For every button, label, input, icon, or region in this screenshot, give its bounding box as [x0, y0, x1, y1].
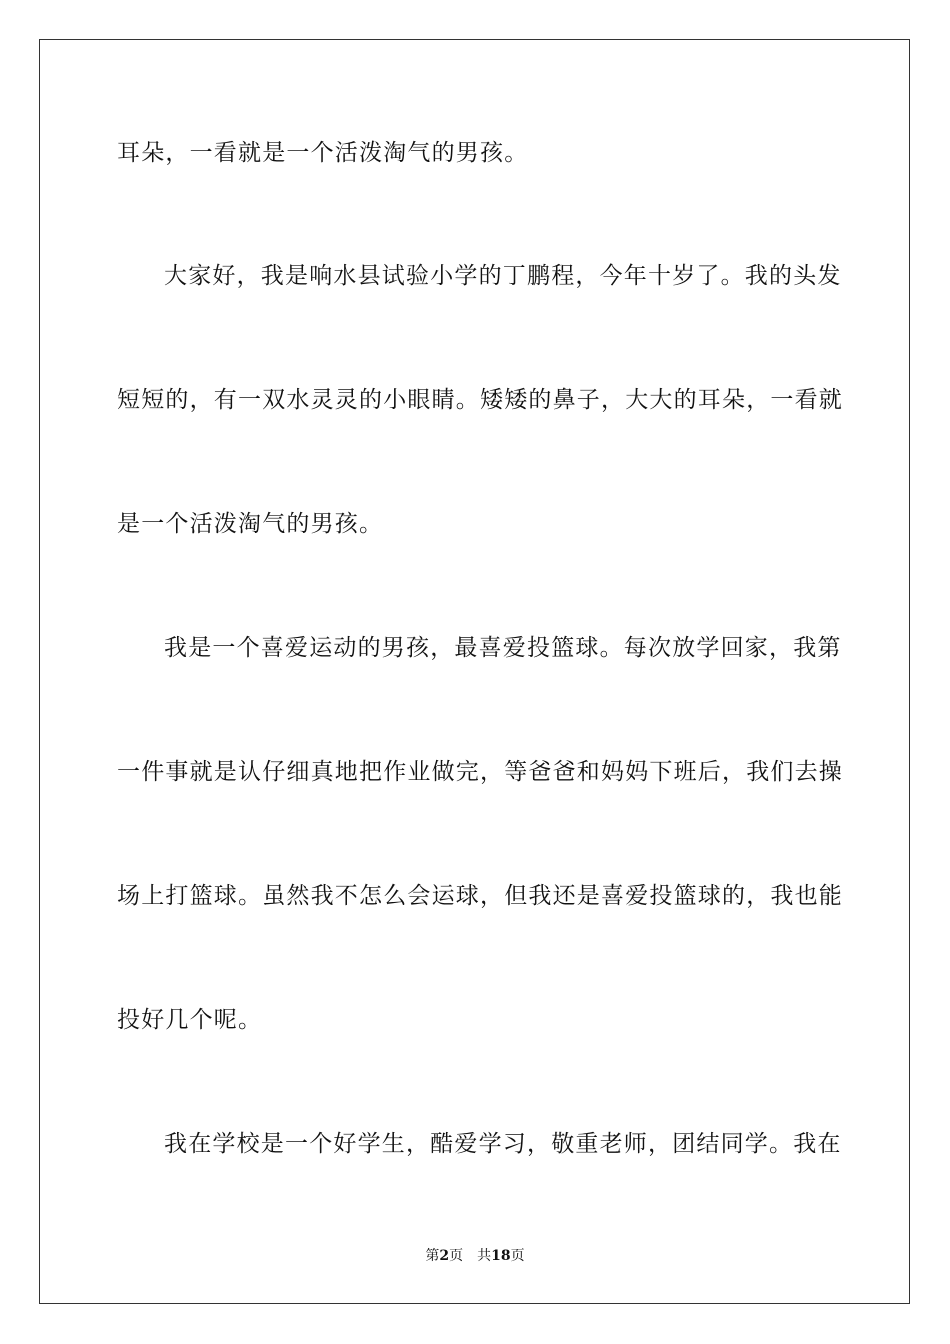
text-line-3: 短短的，有一双水灵灵的小眼睛。矮矮的鼻子，大大的耳朵，一看就	[117, 387, 843, 413]
page-footer	[0, 1247, 950, 1265]
text-line-5: 我是一个喜爱运动的男孩，最喜爱投篮球。每次放学回家，我第	[164, 635, 842, 661]
text-line-9: 我在学校是一个好学生，酷爱学习，敬重老师，团结同学。我在	[164, 1131, 842, 1157]
text-line-7: 场上打篮球。虽然我不怎么会运球，但我还是喜爱投篮球的，我也能	[117, 883, 843, 909]
text-line-4: 是一个活泼淘气的男孩。	[117, 511, 384, 537]
page-frame	[39, 39, 910, 1304]
page-total: 共18页	[477, 1248, 525, 1264]
text-line-1: 耳朵，一看就是一个活泼淘气的男孩。	[117, 140, 529, 166]
text-line-6: 一件事就是认仔细真地把作业做完，等爸爸和妈妈下班后，我们去操	[117, 759, 843, 785]
text-line-2: 大家好，我是响水县试验小学的丁鹏程，今年十岁了。我的头发	[164, 263, 842, 289]
page-number: 第2页	[425, 1248, 464, 1264]
text-line-8: 投好几个呢。	[117, 1007, 263, 1033]
